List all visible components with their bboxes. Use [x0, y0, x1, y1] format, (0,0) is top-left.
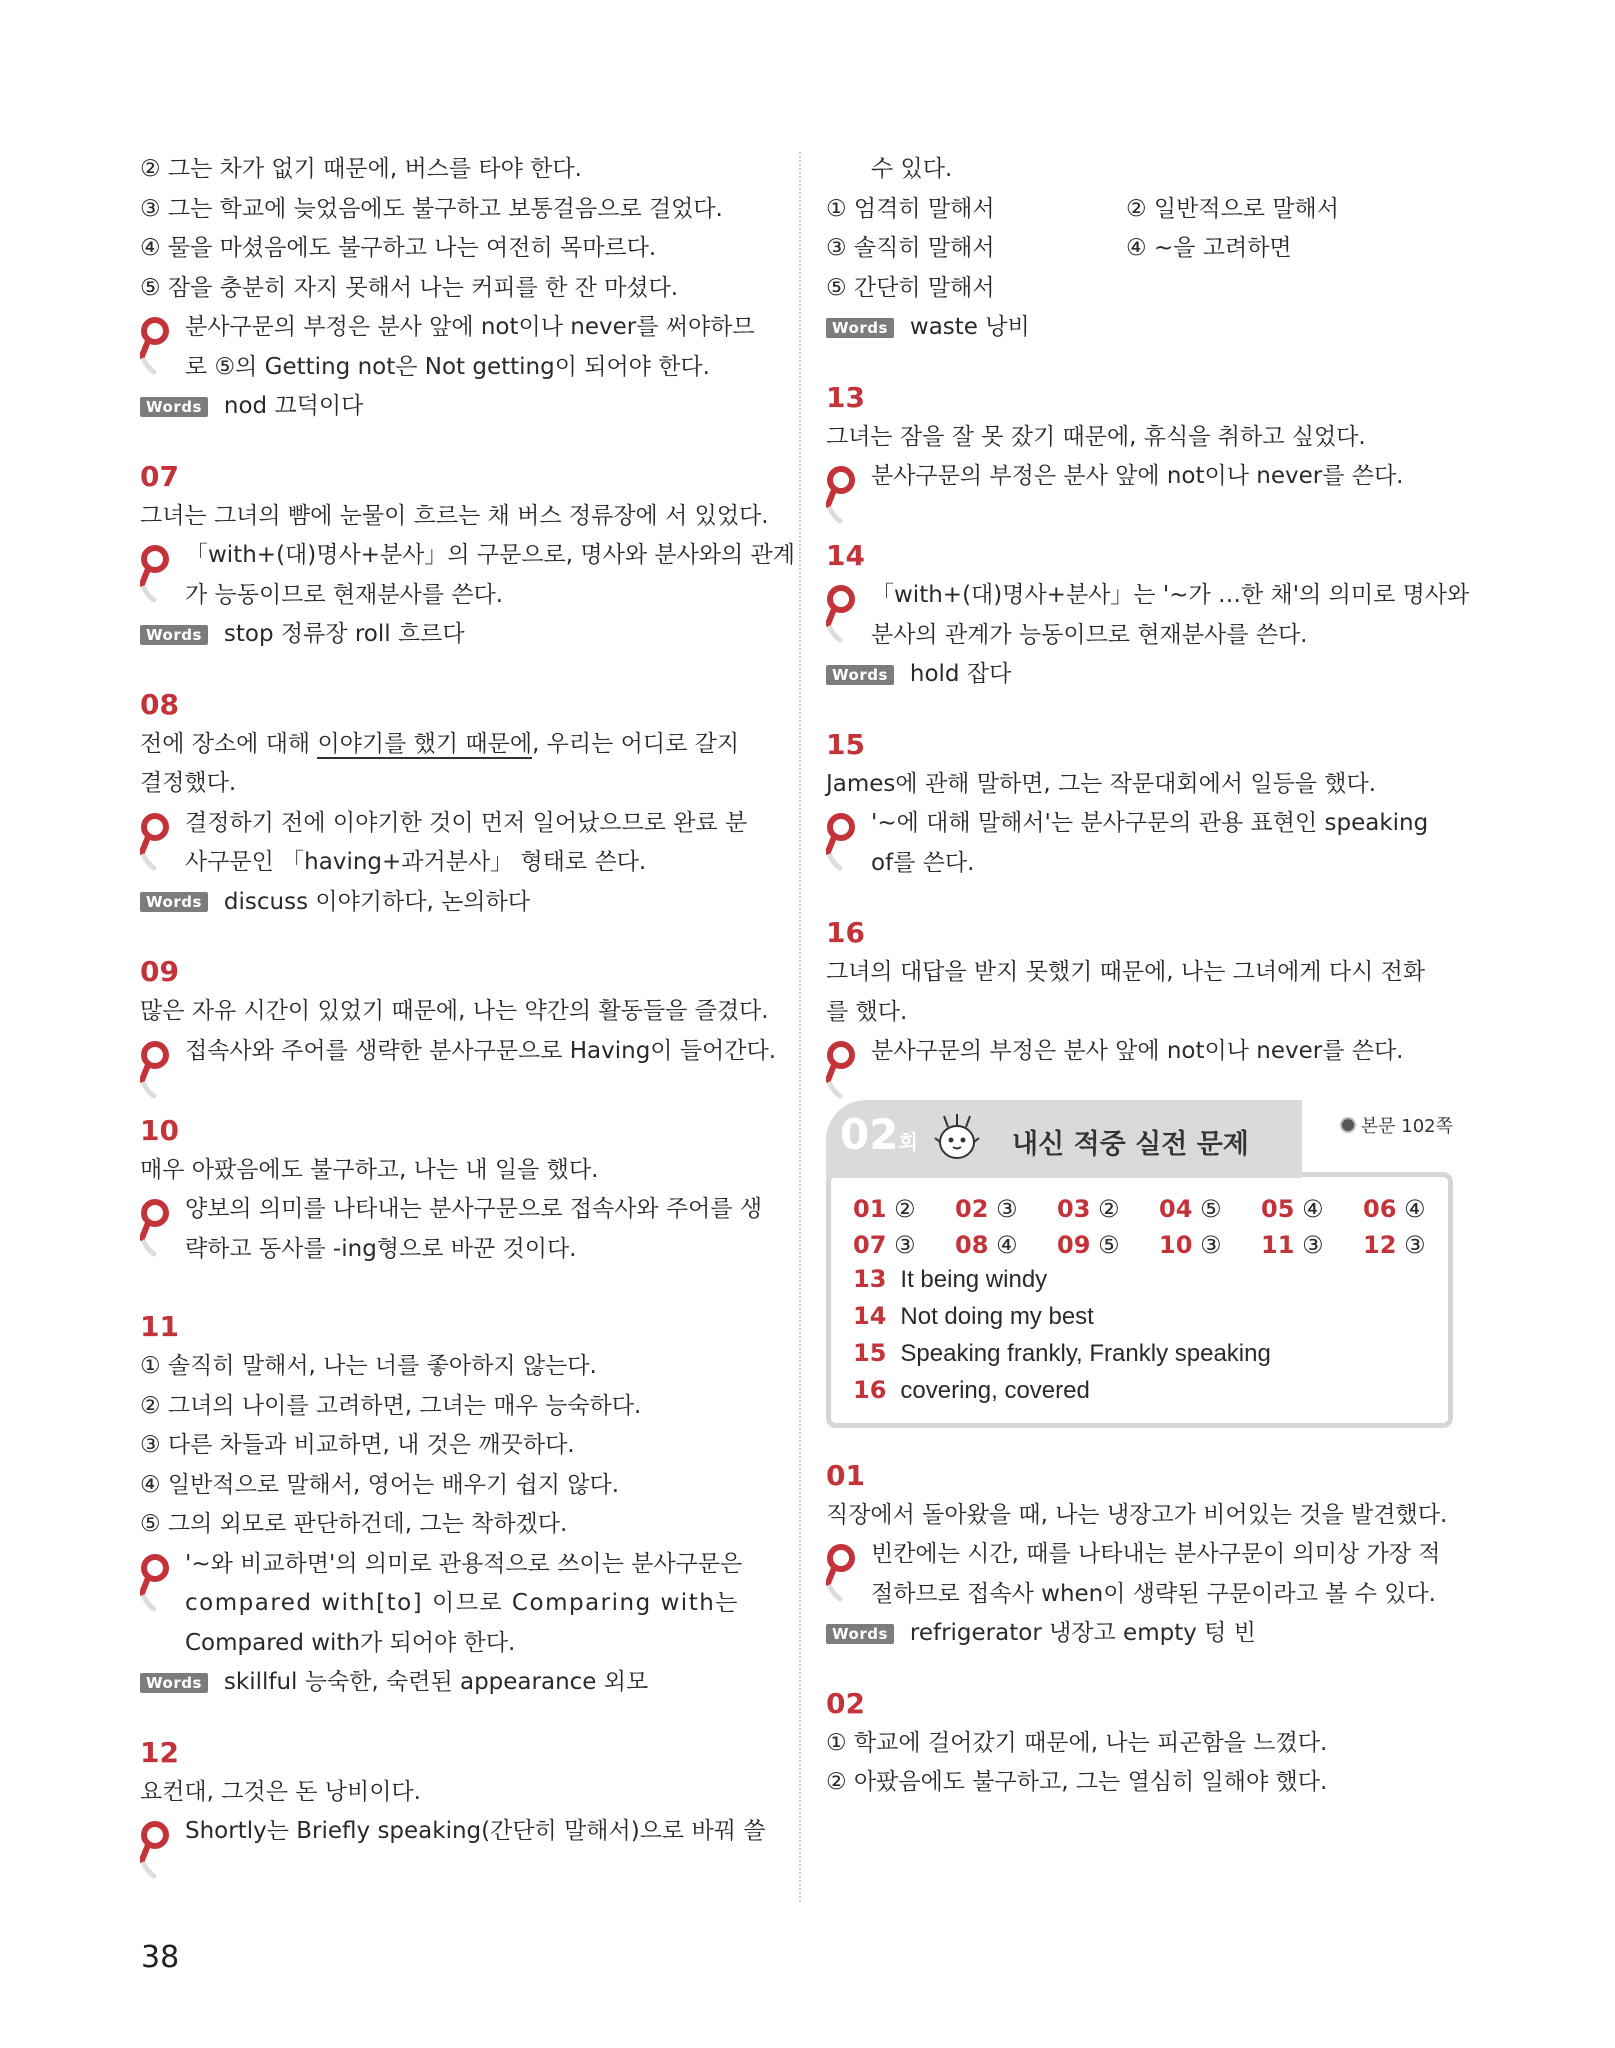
- option-item: ① 엄격히 말해서: [826, 195, 995, 222]
- option-grid: [826, 190, 1453, 309]
- option-line: ③ 그는 학교에 늦었음에도 불구하고 보통걸음으로 걸었다.: [140, 195, 723, 222]
- answer-choice: ③: [1404, 1230, 1426, 1259]
- option-line: ② 그는 차가 없기 때문에, 버스를 타야 한다.: [140, 156, 582, 182]
- words-badge: Words: [140, 625, 208, 645]
- words-row: [826, 308, 1453, 348]
- option-item: ④ ~을 고려하면: [1126, 235, 1292, 261]
- answer-cell: [1261, 1229, 1363, 1261]
- question-number: 02: [826, 1686, 865, 1720]
- words-text: discuss 이야기하다, 논의하다: [223, 888, 530, 915]
- explanation-note: [826, 1032, 1453, 1072]
- answer-number: 02: [955, 1194, 989, 1223]
- note-line: '~에 대해 말해서'는 분사구문의 관용 표현인 speaking: [871, 810, 1429, 836]
- answer-value: Speaking frankly, Frankly speaking: [900, 1339, 1271, 1367]
- note-line: 빈칸에는 시간, 때를 나타내는 분사구문이 의미상 가장 적: [871, 1541, 1441, 1567]
- note-line: 가 능동이므로 현재분사를 쓴다.: [185, 581, 504, 608]
- question-number: 10: [140, 1113, 179, 1147]
- translation-line: 많은 자유 시간이 있었기 때문에, 나는 약간의 활동들을 즐겼다.: [140, 998, 769, 1024]
- words-row: [140, 615, 773, 655]
- option-item: ② 일반적으로 말해서: [1126, 195, 1339, 222]
- magnifier-pin-icon: [140, 1553, 174, 1613]
- magnifier-pin-icon: [140, 1040, 174, 1100]
- answer-choice: ②: [1098, 1194, 1120, 1223]
- question-number: 13: [826, 380, 865, 414]
- explanation-note: [140, 1032, 777, 1111]
- answer-cell: [1363, 1229, 1465, 1261]
- words-text: skillful 능숙한, 숙련된 appearance 외모: [223, 1669, 649, 1695]
- magnifier-pin-icon: [140, 1820, 174, 1880]
- answer-number: 07: [853, 1230, 887, 1259]
- magnifier-pin-icon: [826, 465, 860, 525]
- question-number: 08: [140, 687, 179, 721]
- translation-line: James에 관해 말하면, 그는 작문대회에서 일등을 했다.: [826, 770, 1377, 797]
- answer-choice: ⑤: [1200, 1194, 1222, 1223]
- magnifier-pin-icon: [826, 584, 860, 644]
- question-number: 11: [140, 1310, 179, 1343]
- translation-line: [140, 725, 773, 765]
- answer-number: 05: [1261, 1194, 1295, 1223]
- text-answer: [853, 1261, 1426, 1298]
- answer-choice: ⑤: [1098, 1230, 1120, 1259]
- text-answer: [853, 1372, 1426, 1409]
- answer-number: 16: [853, 1375, 887, 1404]
- answer-cell: [1363, 1193, 1465, 1225]
- option-line: ③ 다른 차들과 비교하면, 내 것은 깨끗하다.: [140, 1432, 575, 1458]
- note-line: 분사구문의 부정은 분사 앞에 not이나 never를 쓴다.: [871, 463, 1404, 489]
- question-number: 07: [140, 459, 179, 493]
- words-badge: Words: [140, 1673, 208, 1693]
- words-text: hold 잡다: [909, 661, 1012, 687]
- note-line: Shortly는 Briefly speaking(간단히 말해서)으로 바꿔 쓸: [185, 1818, 766, 1844]
- explanation-note: [826, 804, 1453, 883]
- round-label: [840, 1110, 918, 1159]
- option-line: ④ 물을 마셨음에도 불구하고 나는 여전히 목마르다.: [140, 235, 657, 261]
- note-line: 양보의 의미를 나타내는 분사구문으로 접속사와 주어를 생: [185, 1196, 763, 1222]
- words-row: [140, 883, 773, 923]
- explanation-note: [140, 804, 773, 883]
- answer-number: 14: [853, 1301, 887, 1330]
- note-line: '~와 비교하면'의 의미로 관용적으로 쓰이는 분사구문은: [185, 1550, 743, 1577]
- note-line: 분사구문의 부정은 분사 앞에 not이나 never를 써야하므: [185, 314, 755, 340]
- answer-number: 11: [1261, 1230, 1295, 1259]
- words-row: [826, 655, 1453, 695]
- answer-cell: [1057, 1229, 1159, 1261]
- answer-cell: [1159, 1193, 1261, 1225]
- option-line: ① 학교에 걸어갔기 때문에, 나는 피곤함을 느꼈다.: [826, 1729, 1328, 1756]
- mascot-icon: [934, 1112, 980, 1162]
- translation-line: 그녀는 그녀의 뺨에 눈물이 흐르는 채 버스 정류장에 서 있었다.: [140, 502, 769, 529]
- words-text: nod 끄덕이다: [223, 393, 364, 419]
- note-line: compared with[to] 이므로 Comparing with는: [185, 1590, 740, 1616]
- question-number: 15: [826, 727, 865, 761]
- answer-number: 09: [1057, 1230, 1091, 1259]
- answer-choice: ③: [996, 1194, 1018, 1223]
- words-row: [140, 1663, 773, 1703]
- answer-number: 03: [1057, 1194, 1091, 1223]
- note-line: 절하므로 접속사 when이 생략된 구문이라고 볼 수 있다.: [871, 1580, 1436, 1607]
- page-number: 38: [141, 1940, 180, 1975]
- reference-text: 본문 102쪽: [1360, 1115, 1453, 1137]
- answer-cell: [1159, 1229, 1261, 1261]
- round-number: 02: [840, 1109, 899, 1159]
- answer-cell: [1261, 1193, 1363, 1225]
- note-line: 분사의 관계가 능동이므로 현재분사를 쓴다.: [871, 621, 1308, 648]
- answer-value: covering, covered: [900, 1376, 1090, 1404]
- answer-number: 12: [1363, 1230, 1397, 1259]
- option-item: ③ 솔직히 말해서: [826, 235, 995, 261]
- words-badge: Words: [826, 318, 894, 338]
- option-line: ⑤ 잠을 충분히 자지 못해서 나는 커피를 한 잔 마셨다.: [140, 274, 679, 301]
- answer-grid: [853, 1193, 1426, 1261]
- answer-number: 15: [853, 1338, 887, 1367]
- magnifier-pin-icon: [826, 812, 860, 872]
- question-number: 14: [826, 539, 865, 572]
- magnifier-pin-icon: [140, 544, 174, 604]
- answer-cell: [1057, 1193, 1159, 1225]
- option-line: ② 아팠음에도 불구하고, 그는 열심히 일해야 했다.: [826, 1769, 1328, 1795]
- answer-number: 04: [1159, 1194, 1193, 1223]
- answer-number: 06: [1363, 1194, 1397, 1223]
- answer-value: It being windy: [900, 1265, 1048, 1293]
- note-line: 략하고 동사를 -ing형으로 바꾼 것이다.: [185, 1235, 577, 1262]
- magnifier-pin-icon: [826, 1040, 860, 1100]
- section-title: 내신 적중 실전 문제: [1012, 1128, 1249, 1160]
- explanation-note: [140, 1812, 773, 1852]
- note-line: 결정하기 전에 이야기한 것이 먼저 일어났으므로 완료 분: [185, 809, 748, 836]
- explanation-note: [140, 1545, 773, 1664]
- option-item: ⑤ 간단히 말해서: [826, 274, 995, 301]
- underlined-text: 이야기를 했기 때문에: [317, 730, 533, 757]
- note-line: 사구문인 「having+과거분사」 형태로 쓴다.: [185, 849, 647, 875]
- option-line: ⑤ 그의 외모로 판단하건데, 그는 착하겠다.: [140, 1511, 568, 1537]
- words-text: stop 정류장 roll 흐르다: [223, 621, 465, 647]
- option-line: ② 그녀의 나이를 고려하면, 그녀는 매우 능숙하다.: [140, 1392, 642, 1419]
- text-answer: [853, 1298, 1426, 1335]
- answer-section-header: [826, 1100, 1453, 1178]
- answer-number: 08: [955, 1230, 989, 1259]
- explanation-note: [826, 576, 1470, 655]
- answer-choice: ③: [894, 1230, 916, 1259]
- answer-cell: [955, 1193, 1057, 1225]
- answer-box: [826, 1172, 1453, 1428]
- magnifier-pin-icon: [826, 1543, 860, 1603]
- left-column: [140, 150, 795, 1852]
- words-text: waste 낭비: [909, 314, 1030, 340]
- continued-line: 수 있다.: [871, 156, 953, 182]
- translation-line: 요컨대, 그것은 돈 낭비이다.: [140, 1778, 421, 1805]
- words-row: [826, 1614, 1453, 1654]
- words-text: refrigerator 냉장고 empty 텅 빈: [909, 1620, 1256, 1646]
- question-number: 09: [140, 955, 179, 988]
- page-reference: [1340, 1112, 1453, 1138]
- explanation-note: [140, 1190, 773, 1269]
- explanation-note: [140, 536, 795, 615]
- answer-choice: ④: [1302, 1194, 1324, 1223]
- answer-choice: ③: [1302, 1230, 1324, 1259]
- translation-line: 결정했다.: [140, 770, 237, 796]
- translation-line: 를 했다.: [826, 998, 908, 1025]
- answer-choice: ③: [1200, 1230, 1222, 1259]
- translation-line: 그녀는 잠을 잘 못 잤기 때문에, 휴식을 취하고 싶었다.: [826, 423, 1366, 450]
- translation-line: 그녀의 대답을 받지 못했기 때문에, 나는 그녀에게 다시 전화: [826, 959, 1426, 985]
- magnifier-pin-icon: [140, 316, 174, 376]
- note-line: 접속사와 주어를 생략한 분사구문으로 Having이 들어간다.: [185, 1037, 777, 1064]
- text-span: , 우리는 어디로 갈지: [532, 730, 740, 757]
- explanation-note: [826, 457, 1453, 536]
- option-line: ④ 일반적으로 말해서, 영어는 배우기 쉽지 않다.: [140, 1471, 620, 1498]
- translation-line: 직장에서 돌아왔을 때, 나는 냉장고가 비어있는 것을 발견했다.: [826, 1501, 1448, 1528]
- note-line: 「with+(대)명사+분사」의 구문으로, 명사와 분사와의 관계: [185, 542, 795, 568]
- answer-choice: ④: [1404, 1194, 1426, 1223]
- column-divider: [799, 152, 801, 1902]
- answer-cell: [853, 1229, 955, 1261]
- question-number: 01: [826, 1458, 865, 1492]
- words-badge: Words: [826, 665, 894, 685]
- round-suffix: 회: [898, 1129, 918, 1154]
- answer-choice: ④: [996, 1230, 1018, 1259]
- reference-dot-icon: [1340, 1117, 1356, 1133]
- note-line: 로 ⑤의 Getting not은 Not getting이 되어야 한다.: [185, 353, 710, 380]
- answer-number: 13: [853, 1264, 887, 1293]
- answer-number: 10: [1159, 1230, 1193, 1259]
- answer-number: 01: [853, 1194, 887, 1223]
- explanation-note: [140, 308, 773, 387]
- answer-cell: [853, 1193, 955, 1225]
- right-column: [826, 150, 1470, 1803]
- question-number: 16: [826, 916, 865, 949]
- words-badge: Words: [140, 397, 208, 417]
- translation-line: 매우 아팠음에도 불구하고, 나는 내 일을 했다.: [140, 1156, 599, 1183]
- answer-cell: [955, 1229, 1057, 1261]
- note-line: of를 쓴다.: [871, 849, 975, 876]
- explanation-note: [826, 1535, 1453, 1614]
- answer-choice: ②: [894, 1194, 916, 1223]
- magnifier-pin-icon: [140, 1198, 174, 1258]
- text-answer: [853, 1335, 1426, 1372]
- note-line: 분사구문의 부정은 분사 앞에 not이나 never를 쓴다.: [871, 1038, 1404, 1064]
- note-line: Compared with가 되어야 한다.: [185, 1629, 516, 1656]
- question-number: 12: [140, 1735, 179, 1769]
- option-line: ① 솔직히 말해서, 나는 너를 좋아하지 않는다.: [140, 1353, 597, 1379]
- text-span: 전에 장소에 대해: [140, 730, 318, 757]
- answer-section-tab: [826, 1100, 1302, 1178]
- note-line: 「with+(대)명사+분사」는 '~가 …한 채'의 의미로 명사와: [871, 582, 1470, 608]
- words-row: [140, 387, 773, 427]
- words-badge: Words: [140, 892, 208, 912]
- magnifier-pin-icon: [140, 812, 174, 872]
- words-badge: Words: [826, 1624, 894, 1644]
- answer-value: Not doing my best: [900, 1302, 1094, 1330]
